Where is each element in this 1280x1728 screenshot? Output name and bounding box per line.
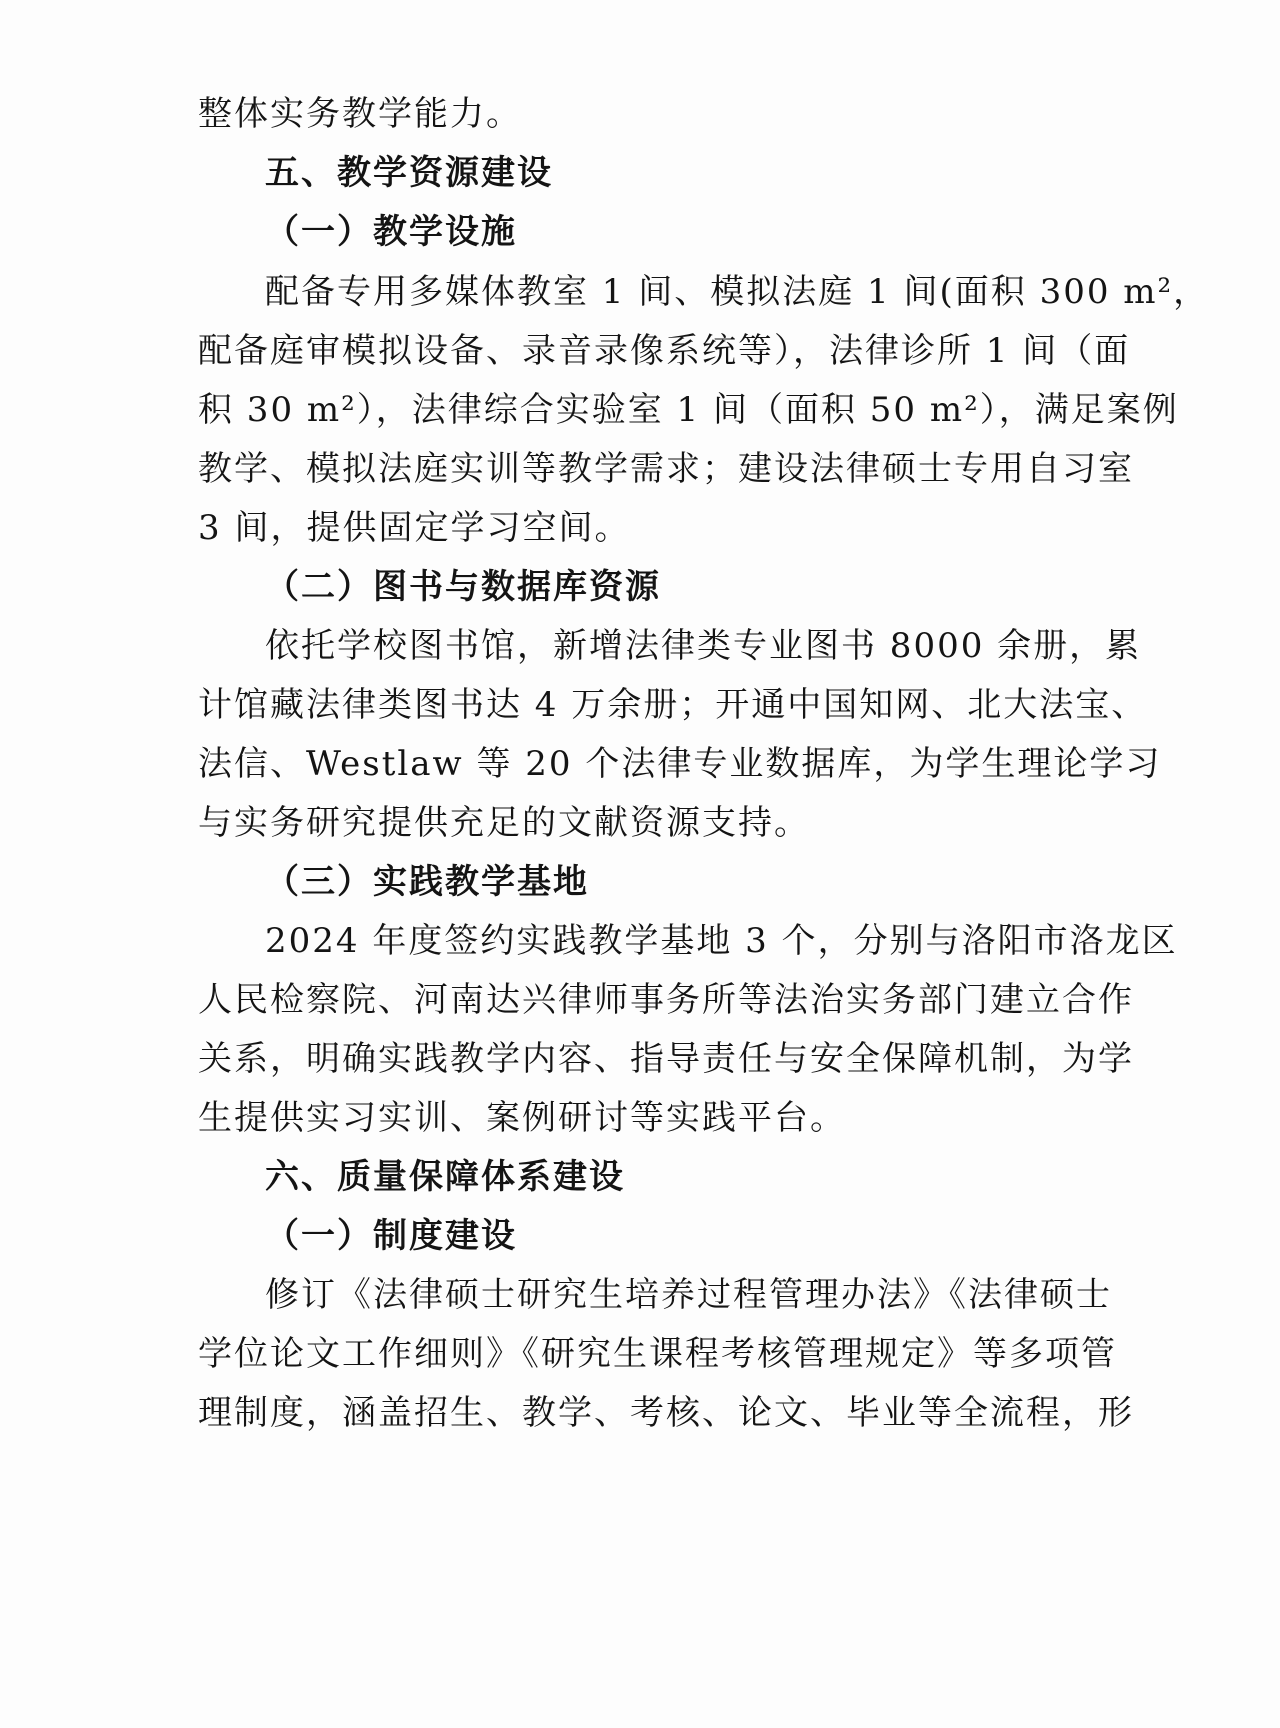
subsection-heading-library-database: （二）图书与数据库资源 <box>265 567 661 607</box>
body-text-line: 修订《法律硕士研究生培养过程管理办法》《法律硕士 <box>265 1275 1112 1315</box>
body-text-line: 2024 年度签约实践教学基地 3 个，分别与洛阳市洛龙区 <box>265 921 1178 961</box>
subsection-heading-teaching-facilities: （一）教学设施 <box>265 212 517 252</box>
body-text-line: 整体实务教学能力。 <box>198 94 522 134</box>
body-text-line: 教学、模拟法庭实训等教学需求；建设法律硕士专用自习室 <box>198 449 1134 489</box>
body-text-line: 人民检察院、河南达兴律师事务所等法治实务部门建立合作 <box>198 980 1134 1020</box>
body-text-line: 学位论文工作细则》《研究生课程考核管理规定》等多项管 <box>198 1334 1117 1374</box>
body-text-line: 积 30 m²），法律综合实验室 1 间（面积 50 m²），满足案例 <box>198 390 1179 430</box>
section-heading-5: 五、教学资源建设 <box>265 153 553 193</box>
body-text-line: 3 间，提供固定学习空间。 <box>198 508 631 548</box>
body-text-line: 关系，明确实践教学内容、指导责任与安全保障机制，为学 <box>198 1039 1134 1079</box>
body-text-line: 与实务研究提供充足的文献资源支持。 <box>198 803 810 843</box>
body-text-line: 配备庭审模拟设备、录音录像系统等），法律诊所 1 间（面 <box>198 331 1131 371</box>
subsection-heading-system-construction: （一）制度建设 <box>265 1216 517 1256</box>
body-text-line: 法信、Westlaw 等 20 个法律专业数据库，为学生理论学习 <box>198 744 1162 784</box>
body-text-line: 计馆藏法律类图书达 4 万余册；开通中国知网、北大法宝、 <box>198 685 1148 725</box>
body-text-line: 生提供实习实训、案例研讨等实践平台。 <box>198 1098 846 1138</box>
body-text-line: 配备专用多媒体教室 1 间、模拟法庭 1 间(面积 300 m²， <box>265 272 1210 312</box>
section-heading-6: 六、质量保障体系建设 <box>265 1157 625 1197</box>
body-text-line: 理制度，涵盖招生、教学、考核、论文、毕业等全流程，形 <box>198 1393 1134 1433</box>
subsection-heading-practice-base: （三）实践教学基地 <box>265 862 589 902</box>
body-text-line: 依托学校图书馆，新增法律类专业图书 8000 余册，累 <box>265 626 1142 666</box>
